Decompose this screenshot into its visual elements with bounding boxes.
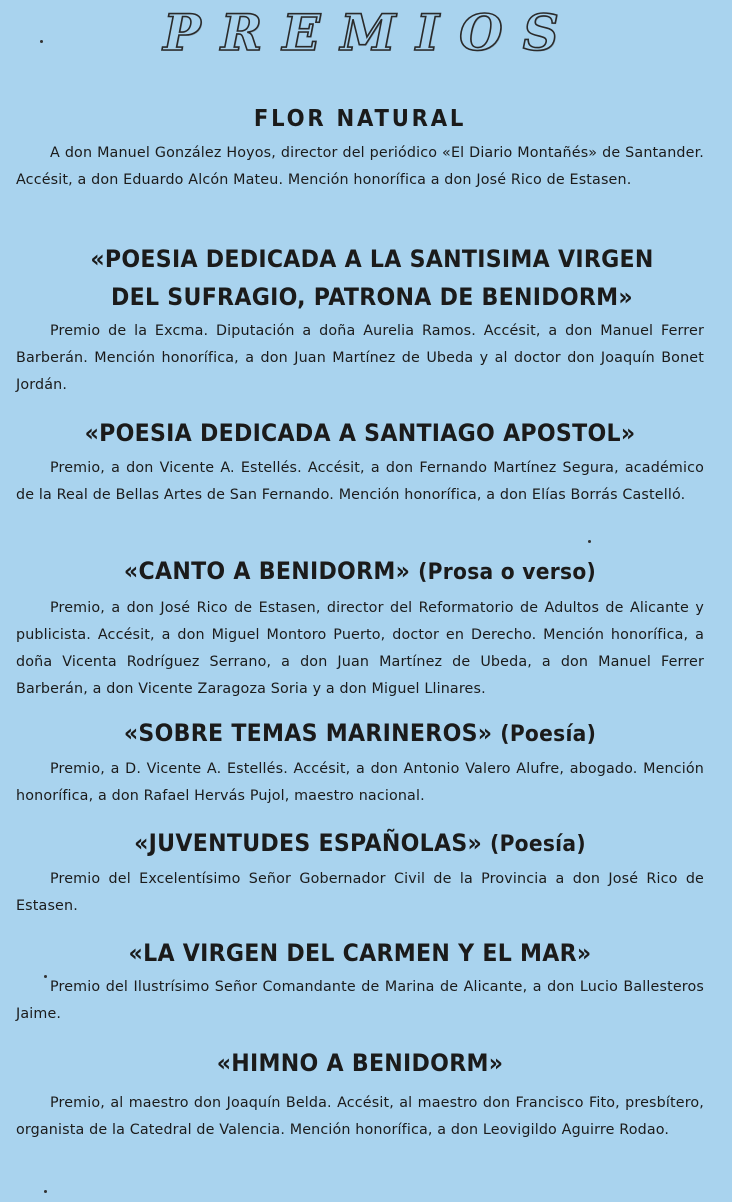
prize-section-juventudes-espanolas: [16, 824, 704, 920]
prize-section-himno-benidorm: [16, 1044, 704, 1144]
section-text: Premio, a don Vicente A. Estellés. Accésit, a don Fernando Martínez Segura, académico de la Real de Bellas Artes de San Fernando. Mención honorífica, a don Elías Borrás Castelló.: [16, 460, 704, 503]
section-text: Premio del Ilustrísimo Señor Comandante de Marina de Alicante, a don Lucio Ballesteros Jaime.: [16, 979, 704, 1022]
section-heading: «HIMNO A BENIDORM»: [216, 1049, 504, 1077]
prize-section-temas-marineros: [16, 714, 704, 810]
section-heading: [44, 824, 677, 864]
section-subheading: (Poesía): [500, 722, 597, 747]
section-heading-main: «JUVENTUDES ESPAÑOLAS»: [134, 829, 483, 857]
section-text: Premio, al maestro don Joaquín Belda. Accésit, al maestro don Francisco Fito, presbítero, organista de la Catedral de Valencia. Mención honorífica, a don Leovigildo Aguirre Rodao.: [16, 1095, 704, 1138]
print-speck: [44, 1190, 47, 1193]
section-subheading: (Poesía): [490, 832, 586, 857]
prize-section-virgen-sufragio: [40, 240, 704, 316]
prize-section-santiago-apostol: [16, 414, 704, 509]
section-text: Premio de la Excma. Diputación a doña Aurelia Ramos. Accésit, a don Manuel Ferrer Barberán. Mención honorífica, a don Juan Martínez de Ubeda y al doctor don Joaquín Bonet Jordán.: [16, 323, 704, 393]
section-subheading: (Prosa o verso): [418, 560, 597, 585]
section-text: Premio, a D. Vicente A. Estellés. Accésit, a don Antonio Valero Alufre, abogado. Mención honorífica, a don Rafael Hervás Pujol, maestro nacional.: [16, 761, 704, 804]
prize-section-virgen-carmen: [16, 934, 704, 1028]
section-text: Premio, a don José Rico de Estasen, director del Reformatorio de Adultos de Alicante y publicista. Accésit, a don Miguel Montoro Puerto, doctor en Derecho. Mención honorífica, a doña Vicenta Rodríguez Serrano, a don Juan Martínez de Ubeda, a don Manuel Ferrer Barberán, a don Vicente Zaragoza Soria y a don Miguel Llinares.: [16, 600, 704, 697]
section-heading: [44, 552, 677, 592]
section-heading: «POESIA DEDICADA A SANTIAGO APOSTOL»: [84, 419, 636, 447]
print-speck: [40, 40, 43, 43]
print-speck: [588, 540, 591, 543]
section-heading: [44, 714, 677, 754]
prize-section-flor-natural: [16, 100, 704, 194]
print-speck: [44, 975, 47, 978]
section-heading: «POESIA DEDICADA A LA SANTISIMA VIRGEN DEL SUFRAGIO, PATRONA DE BENIDORM»: [90, 245, 654, 311]
prize-section-canto-benidorm: [16, 552, 704, 703]
section-text: Premio del Excelentísimo Señor Gobernador Civil de la Provincia a don José Rico de Estasen.: [16, 871, 704, 914]
section-text: A don Manuel González Hoyos, director del periódico «El Diario Montañés» de Santander. Accésit, a don Eduardo Alcón Mateu. Mención honorífica a don José Rico de Estasen.: [16, 145, 704, 188]
prize-section-virgen-sufragio-text: [16, 318, 704, 399]
section-heading: FLOR NATURAL: [253, 106, 467, 132]
section-heading: «LA VIRGEN DEL CARMEN Y EL MAR»: [128, 939, 592, 967]
section-heading-main: «SOBRE TEMAS MARINEROS»: [123, 719, 493, 747]
page-title: PREMIOS: [163, 3, 579, 62]
section-heading-main: «CANTO A BENIDORM»: [123, 557, 411, 585]
